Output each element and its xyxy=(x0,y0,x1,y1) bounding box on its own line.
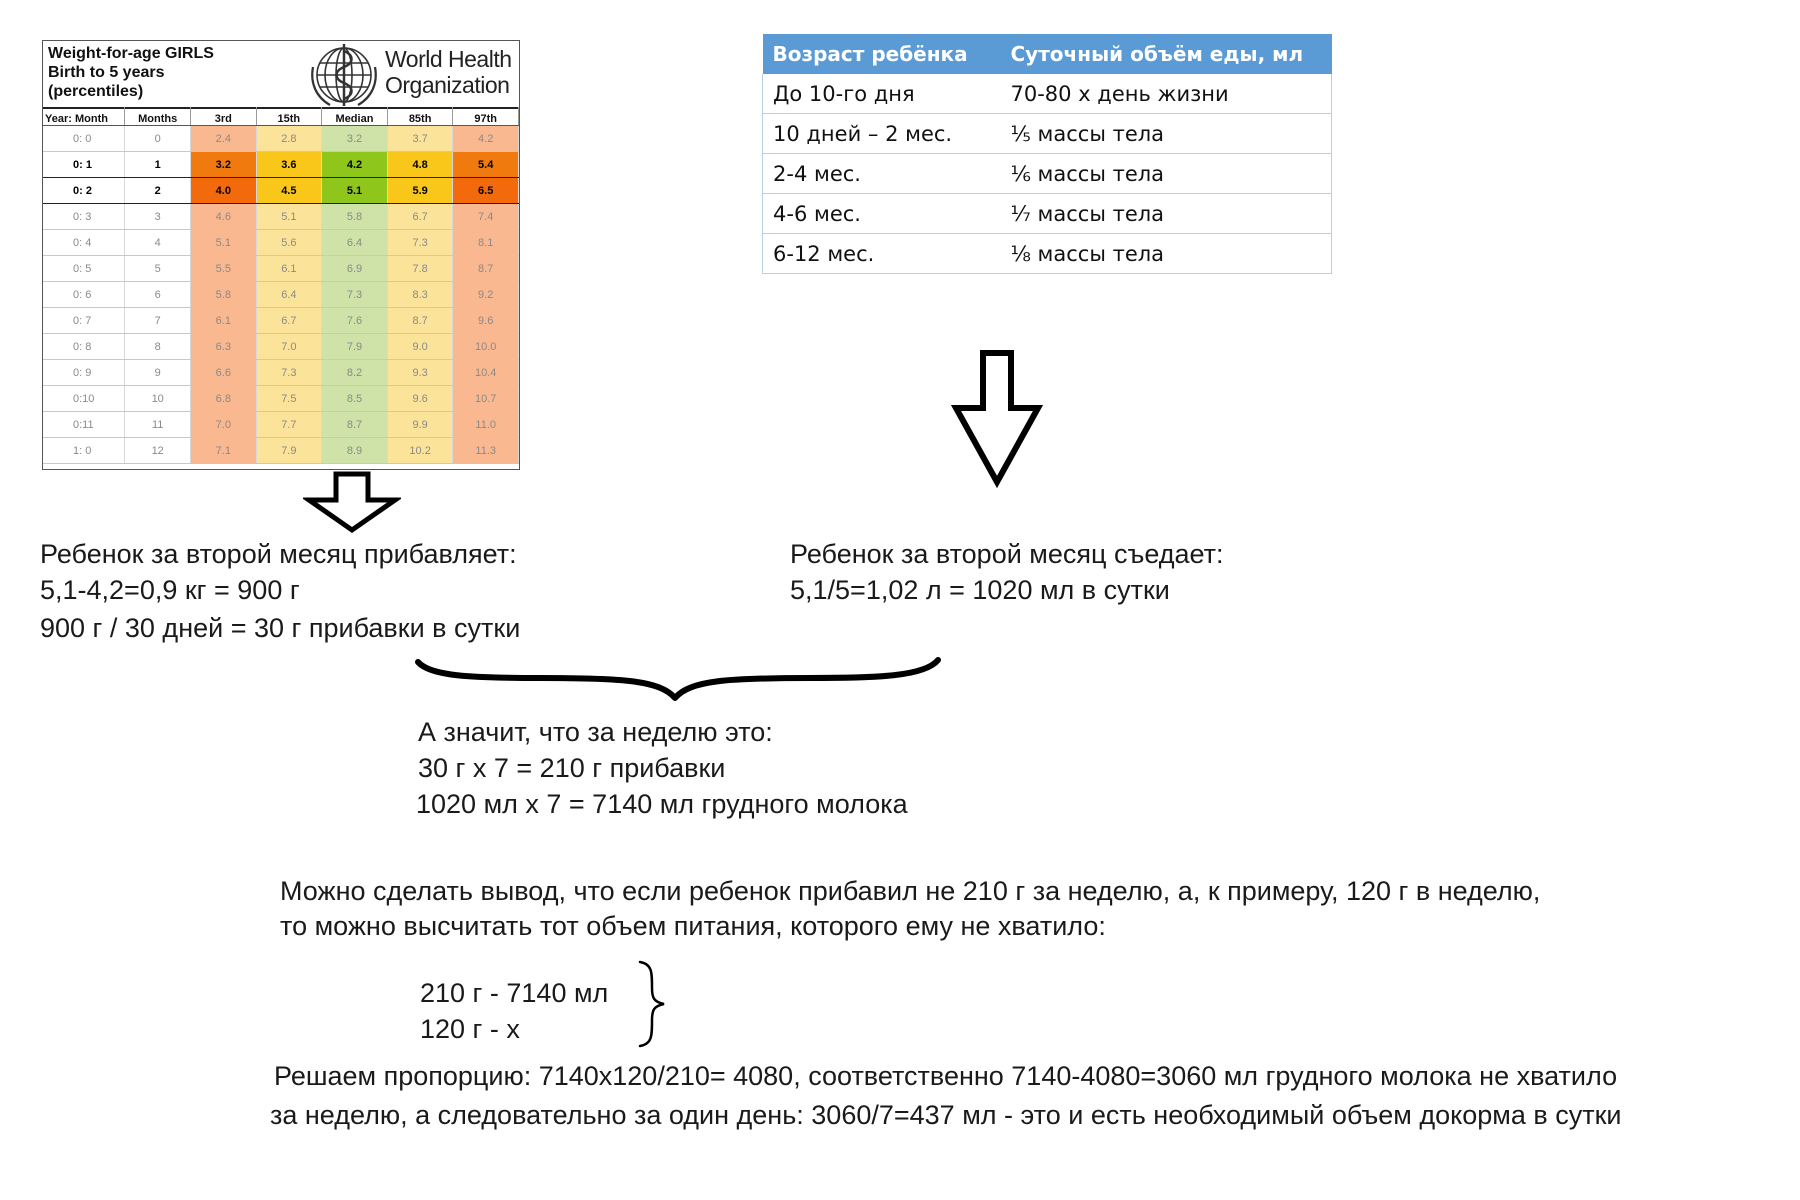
who-table-cell: 7.3 xyxy=(387,230,453,256)
who-table-header-row xyxy=(43,107,519,126)
proportion-line-1: 210 г - 7140 мл xyxy=(420,978,609,1008)
who-col-header: Median xyxy=(322,107,388,126)
who-col-header: 85th xyxy=(387,107,453,126)
food-age-cell: 6-12 мес. xyxy=(763,234,1001,274)
solution-line-1: Решаем пропорцию: 7140х120/210= 4080, соответственно 7140-4080=3060 мл грудного молока не хватило xyxy=(274,1061,1618,1091)
who-table-cell: 0:11 xyxy=(43,412,125,438)
who-table-body xyxy=(43,126,519,464)
food-table-row xyxy=(763,194,1332,234)
who-table-cell: 7.4 xyxy=(453,204,519,230)
who-table-cell: 6.9 xyxy=(322,256,388,282)
who-table-cell: 9.9 xyxy=(387,412,453,438)
title-line-2: Birth to 5 years xyxy=(48,64,165,81)
week-calc-line-2: 30 г х 7 = 210 г прибавки xyxy=(418,753,726,783)
who-table-cell: 9.0 xyxy=(387,334,453,360)
who-table-cell: 3.7 xyxy=(387,126,453,152)
who-table-row xyxy=(43,386,519,412)
week-calculation xyxy=(418,714,908,822)
food-table-row xyxy=(763,154,1332,194)
who-chart-header xyxy=(43,41,519,109)
who-table-cell: 5.1 xyxy=(256,204,322,230)
who-table-cell: 4.2 xyxy=(453,126,519,152)
who-table-cell: 11.3 xyxy=(453,438,519,464)
who-table-cell: 3.6 xyxy=(256,152,322,178)
who-table-cell: 7.0 xyxy=(191,412,257,438)
who-table-cell: 0: 8 xyxy=(43,334,125,360)
who-percentile-table xyxy=(43,107,519,464)
who-table-cell: 7.5 xyxy=(256,386,322,412)
who-table-cell: 6.1 xyxy=(191,308,257,334)
conclusion-line-1: Можно сделать вывод, что если ребенок прибавил не 210 г за неделю, а, к примеру, 120 г в неделю, xyxy=(280,876,1541,906)
who-col-header: Year: Month xyxy=(43,107,125,126)
who-table-cell: 12 xyxy=(125,438,191,464)
who-table-cell: 6.5 xyxy=(453,178,519,204)
food-table-body xyxy=(763,74,1332,274)
org-line-2: Organization xyxy=(385,72,510,98)
who-table-cell: 6.4 xyxy=(256,282,322,308)
who-table-cell: 0: 1 xyxy=(43,152,125,178)
who-table-cell: 6.7 xyxy=(256,308,322,334)
who-col-header: 97th xyxy=(453,107,519,126)
left-calc-line-2: 5,1-4,2=0,9 кг = 900 г xyxy=(40,575,300,605)
who-table-cell: 6.8 xyxy=(191,386,257,412)
who-table-cell: 7.8 xyxy=(387,256,453,282)
who-table-cell: 7.0 xyxy=(256,334,322,360)
who-table-cell: 8.7 xyxy=(453,256,519,282)
who-table-cell: 6.6 xyxy=(191,360,257,386)
food-table-header-row xyxy=(763,34,1332,74)
who-table-cell: 9 xyxy=(125,360,191,386)
who-table-cell: 8.2 xyxy=(322,360,388,386)
who-table-cell: 6.4 xyxy=(322,230,388,256)
who-table-cell: 4.6 xyxy=(191,204,257,230)
who-table-cell: 5.8 xyxy=(191,282,257,308)
who-table-row xyxy=(43,438,519,464)
who-table-cell: 7.7 xyxy=(256,412,322,438)
who-table-cell: 10.4 xyxy=(453,360,519,386)
food-age-cell: До 10-го дня xyxy=(763,74,1001,114)
right-calc-line-2: 5,1/5=1,02 л = 1020 мл в сутки xyxy=(790,575,1170,605)
who-table-row xyxy=(43,334,519,360)
who-table-cell: 0: 4 xyxy=(43,230,125,256)
who-table-cell: 5.1 xyxy=(191,230,257,256)
who-table-cell: 7 xyxy=(125,308,191,334)
who-table-cell: 9.2 xyxy=(453,282,519,308)
who-table-cell: 7.6 xyxy=(322,308,388,334)
who-table-cell: 11 xyxy=(125,412,191,438)
who-table-cell: 5.1 xyxy=(322,178,388,204)
who-table-cell: 0: 6 xyxy=(43,282,125,308)
who-table-row xyxy=(43,152,519,178)
who-table-cell: 10 xyxy=(125,386,191,412)
food-age-cell: 4-6 мес. xyxy=(763,194,1001,234)
right-calculation xyxy=(790,536,1224,608)
who-table-cell: 0:10 xyxy=(43,386,125,412)
who-table-cell: 2.8 xyxy=(256,126,322,152)
who-table-cell: 4 xyxy=(125,230,191,256)
solution-line-2: за неделю, а следовательно за один день: 3060/7=437 мл - это и есть необходимый объем докорма в сутки xyxy=(270,1100,1622,1130)
who-table-cell: 4.2 xyxy=(322,152,388,178)
who-col-header: 3rd xyxy=(191,107,257,126)
down-arrow-icon xyxy=(950,348,1044,488)
who-table-row xyxy=(43,204,519,230)
food-table-row xyxy=(763,234,1332,274)
food-table-row xyxy=(763,114,1332,154)
conclusion-text xyxy=(280,874,1540,944)
down-arrow-icon xyxy=(303,470,401,534)
who-table-cell: 8.7 xyxy=(322,412,388,438)
food-table-row xyxy=(763,74,1332,114)
who-table-cell: 5 xyxy=(125,256,191,282)
food-age-cell: 2-4 мес. xyxy=(763,154,1001,194)
who-table-cell: 5.5 xyxy=(191,256,257,282)
who-table-cell: 9.3 xyxy=(387,360,453,386)
week-calc-line-3: 1020 мл х 7 = 7140 мл грудного молока xyxy=(416,789,908,819)
who-table-cell: 0: 0 xyxy=(43,126,125,152)
feeding-volume-table xyxy=(762,34,1332,274)
who-table-cell: 6.3 xyxy=(191,334,257,360)
who-table-cell: 8.1 xyxy=(453,230,519,256)
week-calc-line-1: А значит, что за неделю это: xyxy=(418,717,773,747)
who-table-cell: 5.9 xyxy=(387,178,453,204)
who-table-row xyxy=(43,256,519,282)
who-table-cell: 0 xyxy=(125,126,191,152)
food-volume-cell: ⅙ массы тела xyxy=(1001,154,1332,194)
who-table-row xyxy=(43,126,519,152)
who-table-cell: 3.2 xyxy=(322,126,388,152)
right-calc-line-1: Ребенок за второй месяц съедает: xyxy=(790,539,1224,569)
who-table-cell: 3.2 xyxy=(191,152,257,178)
who-col-header: 15th xyxy=(256,107,322,126)
who-table-cell: 5.4 xyxy=(453,152,519,178)
who-table-cell: 5.8 xyxy=(322,204,388,230)
who-table-cell: 0: 5 xyxy=(43,256,125,282)
who-table-cell: 9.6 xyxy=(453,308,519,334)
who-table-cell: 6.7 xyxy=(387,204,453,230)
who-table-row xyxy=(43,412,519,438)
who-table-cell: 3 xyxy=(125,204,191,230)
who-table-cell: 4.0 xyxy=(191,178,257,204)
who-table-row xyxy=(43,178,519,204)
who-table-cell: 6 xyxy=(125,282,191,308)
food-volume-cell: ⅐ массы тела xyxy=(1001,194,1332,234)
who-table-cell: 8 xyxy=(125,334,191,360)
who-table-cell: 0: 9 xyxy=(43,360,125,386)
who-table-cell: 7.9 xyxy=(256,438,322,464)
conclusion-line-2: то можно высчитать тот объем питания, которого ему не хватило: xyxy=(280,911,1106,941)
who-table-cell: 2 xyxy=(125,178,191,204)
who-table-cell: 5.6 xyxy=(256,230,322,256)
who-table-cell: 10.2 xyxy=(387,438,453,464)
who-table-cell: 8.7 xyxy=(387,308,453,334)
food-header-age: Возраст ребёнка xyxy=(763,34,1001,74)
proportion-line-2: 120 г - х xyxy=(420,1014,520,1044)
who-table-cell: 11.0 xyxy=(453,412,519,438)
who-table-cell: 4.8 xyxy=(387,152,453,178)
who-weight-chart xyxy=(42,40,520,470)
who-table-cell: 8.3 xyxy=(387,282,453,308)
title-line-3: (percentiles) xyxy=(48,83,144,100)
proportion-block xyxy=(420,975,608,1047)
who-col-header: Months xyxy=(125,107,191,126)
solution-text xyxy=(270,1057,1621,1135)
who-table-cell: 10.7 xyxy=(453,386,519,412)
who-table-row xyxy=(43,360,519,386)
who-table-cell: 7.1 xyxy=(191,438,257,464)
who-table-cell: 0: 7 xyxy=(43,308,125,334)
who-table-cell: 4.5 xyxy=(256,178,322,204)
who-table-cell: 1: 0 xyxy=(43,438,125,464)
who-table-cell: 8.9 xyxy=(322,438,388,464)
food-volume-cell: 70-80 х день жизни xyxy=(1001,74,1332,114)
food-header-volume: Суточный объём еды, мл xyxy=(1001,34,1332,74)
who-table-cell: 7.3 xyxy=(256,360,322,386)
org-line-1: World Health xyxy=(385,46,512,72)
food-volume-cell: ⅕ массы тела xyxy=(1001,114,1332,154)
right-brace-icon xyxy=(636,958,670,1050)
who-table-row xyxy=(43,282,519,308)
title-line-1: Weight-for-age GIRLS xyxy=(48,45,214,62)
who-table-cell: 2.4 xyxy=(191,126,257,152)
food-volume-cell: ⅛ массы тела xyxy=(1001,234,1332,274)
who-org-name xyxy=(385,46,512,98)
who-table-cell: 7.9 xyxy=(322,334,388,360)
who-table-cell: 6.1 xyxy=(256,256,322,282)
who-table-cell: 7.3 xyxy=(322,282,388,308)
who-chart-title xyxy=(48,44,214,101)
who-table-cell: 10.0 xyxy=(453,334,519,360)
who-table-cell: 1 xyxy=(125,152,191,178)
who-table-cell: 0: 2 xyxy=(43,178,125,204)
who-table-cell: 0: 3 xyxy=(43,204,125,230)
left-calc-line-3: 900 г / 30 дней = 30 г прибавки в сутки xyxy=(40,613,521,643)
who-table-row xyxy=(43,230,519,256)
left-calculation xyxy=(40,536,520,646)
who-table-cell: 8.5 xyxy=(322,386,388,412)
who-table-row xyxy=(43,308,519,334)
who-table-cell: 9.6 xyxy=(387,386,453,412)
left-calc-line-1: Ребенок за второй месяц прибавляет: xyxy=(40,539,517,569)
curly-brace-icon xyxy=(410,650,950,710)
food-age-cell: 10 дней – 2 мес. xyxy=(763,114,1001,154)
